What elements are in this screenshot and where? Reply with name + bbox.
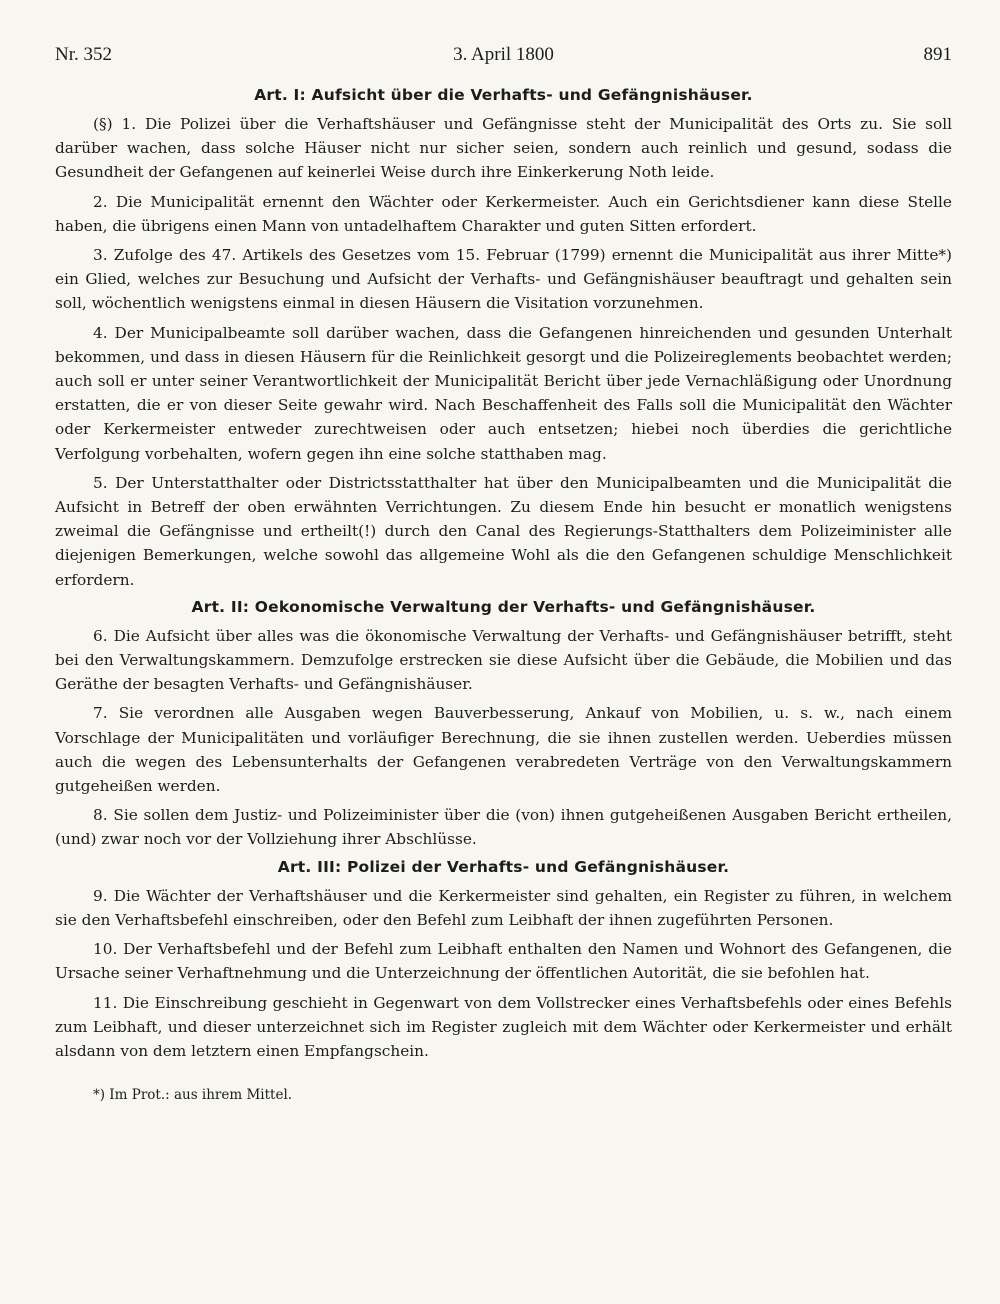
document-date: 3. April 1800	[453, 44, 554, 65]
footnote: *) Im Prot.: aus ihrem Mittel.	[93, 1087, 293, 1104]
paragraph-2: 2. Die Municipalität ernennt den Wächter oder Kerkermeister. Auch ein Gerichtsdiener kann diese Stelle haben, die übrigens einen Mann von untadelhaftem Charakter und guten Sitten erfordert.	[55, 192, 952, 235]
paragraph-1: (§) 1. Die Polizei über die Verhaftshäuser und Gefängnisse steht der Municipalität des Orts zu. Sie soll darüber wachen, dass solche Häuser nicht nur sicher seien, sondern auch reinlich und gesund, sodass die Gesundheit der Gefangenen auf keinerlei Weise durch ihre Einkerkerung Noth leide.	[55, 115, 952, 182]
paragraph-10: 10. Der Verhaftsbefehl und der Befehl zum Leibhaft enthalten den Namen und Wohnort des Gefangenen, die Ursache seiner Verhaftnehmung und die Unterzeichnung der öffentlichen Autorität, die sie befohlen hat.	[55, 940, 952, 983]
paragraph-11: 11. Die Einschreibung geschieht in Gegenwart von dem Vollstrecker eines Verhaftsbefehls oder eines Befehls zum Leibhaft, und dieser unterzeichnet sich im Register zugleich mit dem Wächter oder Kerkermeister und erhält alsdann von dem letztern einen Empfangschein.	[55, 993, 952, 1060]
paragraph-3: 3. Zufolge des 47. Artikels des Gesetzes vom 15. Februar (1799) ernennt die Municipalität aus ihrer Mitte*) ein Glied, welches zur Besuchung und Aufsicht der Verhafts- und Gefängnishäuser beauftragt und gehalten sein soll, wöchentlich wenigstens einmal in diesen Häusern die Visitation vorzunehmen.	[55, 246, 952, 313]
paragraph-8: 8. Sie sollen dem Justiz- und Polizeiminister über die (von) ihnen gutgeheißenen Ausgaben Bericht ertheilen, (und) zwar noch vor der Vollziehung ihrer Abschlüsse.	[55, 806, 952, 849]
page-header	[55, 44, 952, 68]
paragraph-4: 4. Der Municipalbeamte soll darüber wachen, dass die Gefangenen hinreichenden und gesunden Unterhalt bekommen, und dass in diesen Häusern für die Reinlichkeit gesorgt und die Polizeireglements beobachtet werden; auch soll er unter seiner Verantwortlichkeit der Municipalität Bericht über jede Vernachläßigung oder Unordnung erstatten, die er von dieser Seite gewahr wird. Nach Beschaffenheit des Falls soll die Municipalität den Wächter oder Kerkermeister entweder zurechtweisen oder auch entsetzen; hiebei noch überdies die gerichtliche Verfolgung vorbehalten, wofern gegen ihn eine solche statthaben mag.	[55, 323, 952, 463]
paragraph-6: 6. Die Aufsicht über alles was die ökonomische Verwaltung der Verhafts- und Gefängnishäuser betrifft, steht bei den Verwaltungskammern. Demzufolge erstrecken sie diese Aufsicht über die Gebäude, die Mobilien und das Geräthe der besagten Verhafts- und Gefängnishäuser.	[55, 626, 952, 694]
paragraph-7: 7. Sie verordnen alle Ausgaben wegen Bauverbesserung, Ankauf von Mobilien, u. s. w., nach einem Vorschlage der Municipalitäten und vorläufiger Berechnung, die sie ihnen zustellen werden. Ueberdies müssen auch die wegen des Lebensunterhalts der Gefangenen verabredeten Verträge von den Verwaltungskammern gutgeheißen werden.	[55, 704, 952, 796]
paragraph-9: 9. Die Wächter der Verhaftshäuser und die Kerkermeister sind gehalten, ein Register zu führen, in welchem sie den Verhaftsbefehl einschreiben, oder den Befehl zum Leibhaft der ihnen zugeführten Personen.	[55, 886, 952, 929]
section-title-art-1: Art. I: Aufsicht über die Verhafts- und Gefängnishäuser.	[254, 86, 753, 104]
page-number: 891	[923, 44, 952, 65]
document-number: Nr. 352	[55, 44, 112, 65]
document-body	[55, 82, 952, 1105]
section-title-art-2: Art. II: Oekonomische Verwaltung der Verhafts- und Gefängnishäuser.	[191, 597, 816, 616]
section-title-art-3: Art. III: Polizei der Verhafts- und Gefängnishäuser.	[277, 857, 730, 876]
paragraph-5: 5. Der Unterstatthalter oder Districtsstatthalter hat über den Municipalbeamten und die Municipalität die Aufsicht in Betreff der oben erwähnten Verrichtungen. Zu diesem Ende hin besucht er monatlich wenigstens zweimal die Gefängnisse und ertheilt(!) durch den Canal des Regierungs-Statthalters dem Polizeiminister alle diejenigen Bemerkungen, welche sowohl das allgemeine Wohl als die den Gefangenen schuldige Menschlichkeit erfordern.	[55, 473, 952, 589]
